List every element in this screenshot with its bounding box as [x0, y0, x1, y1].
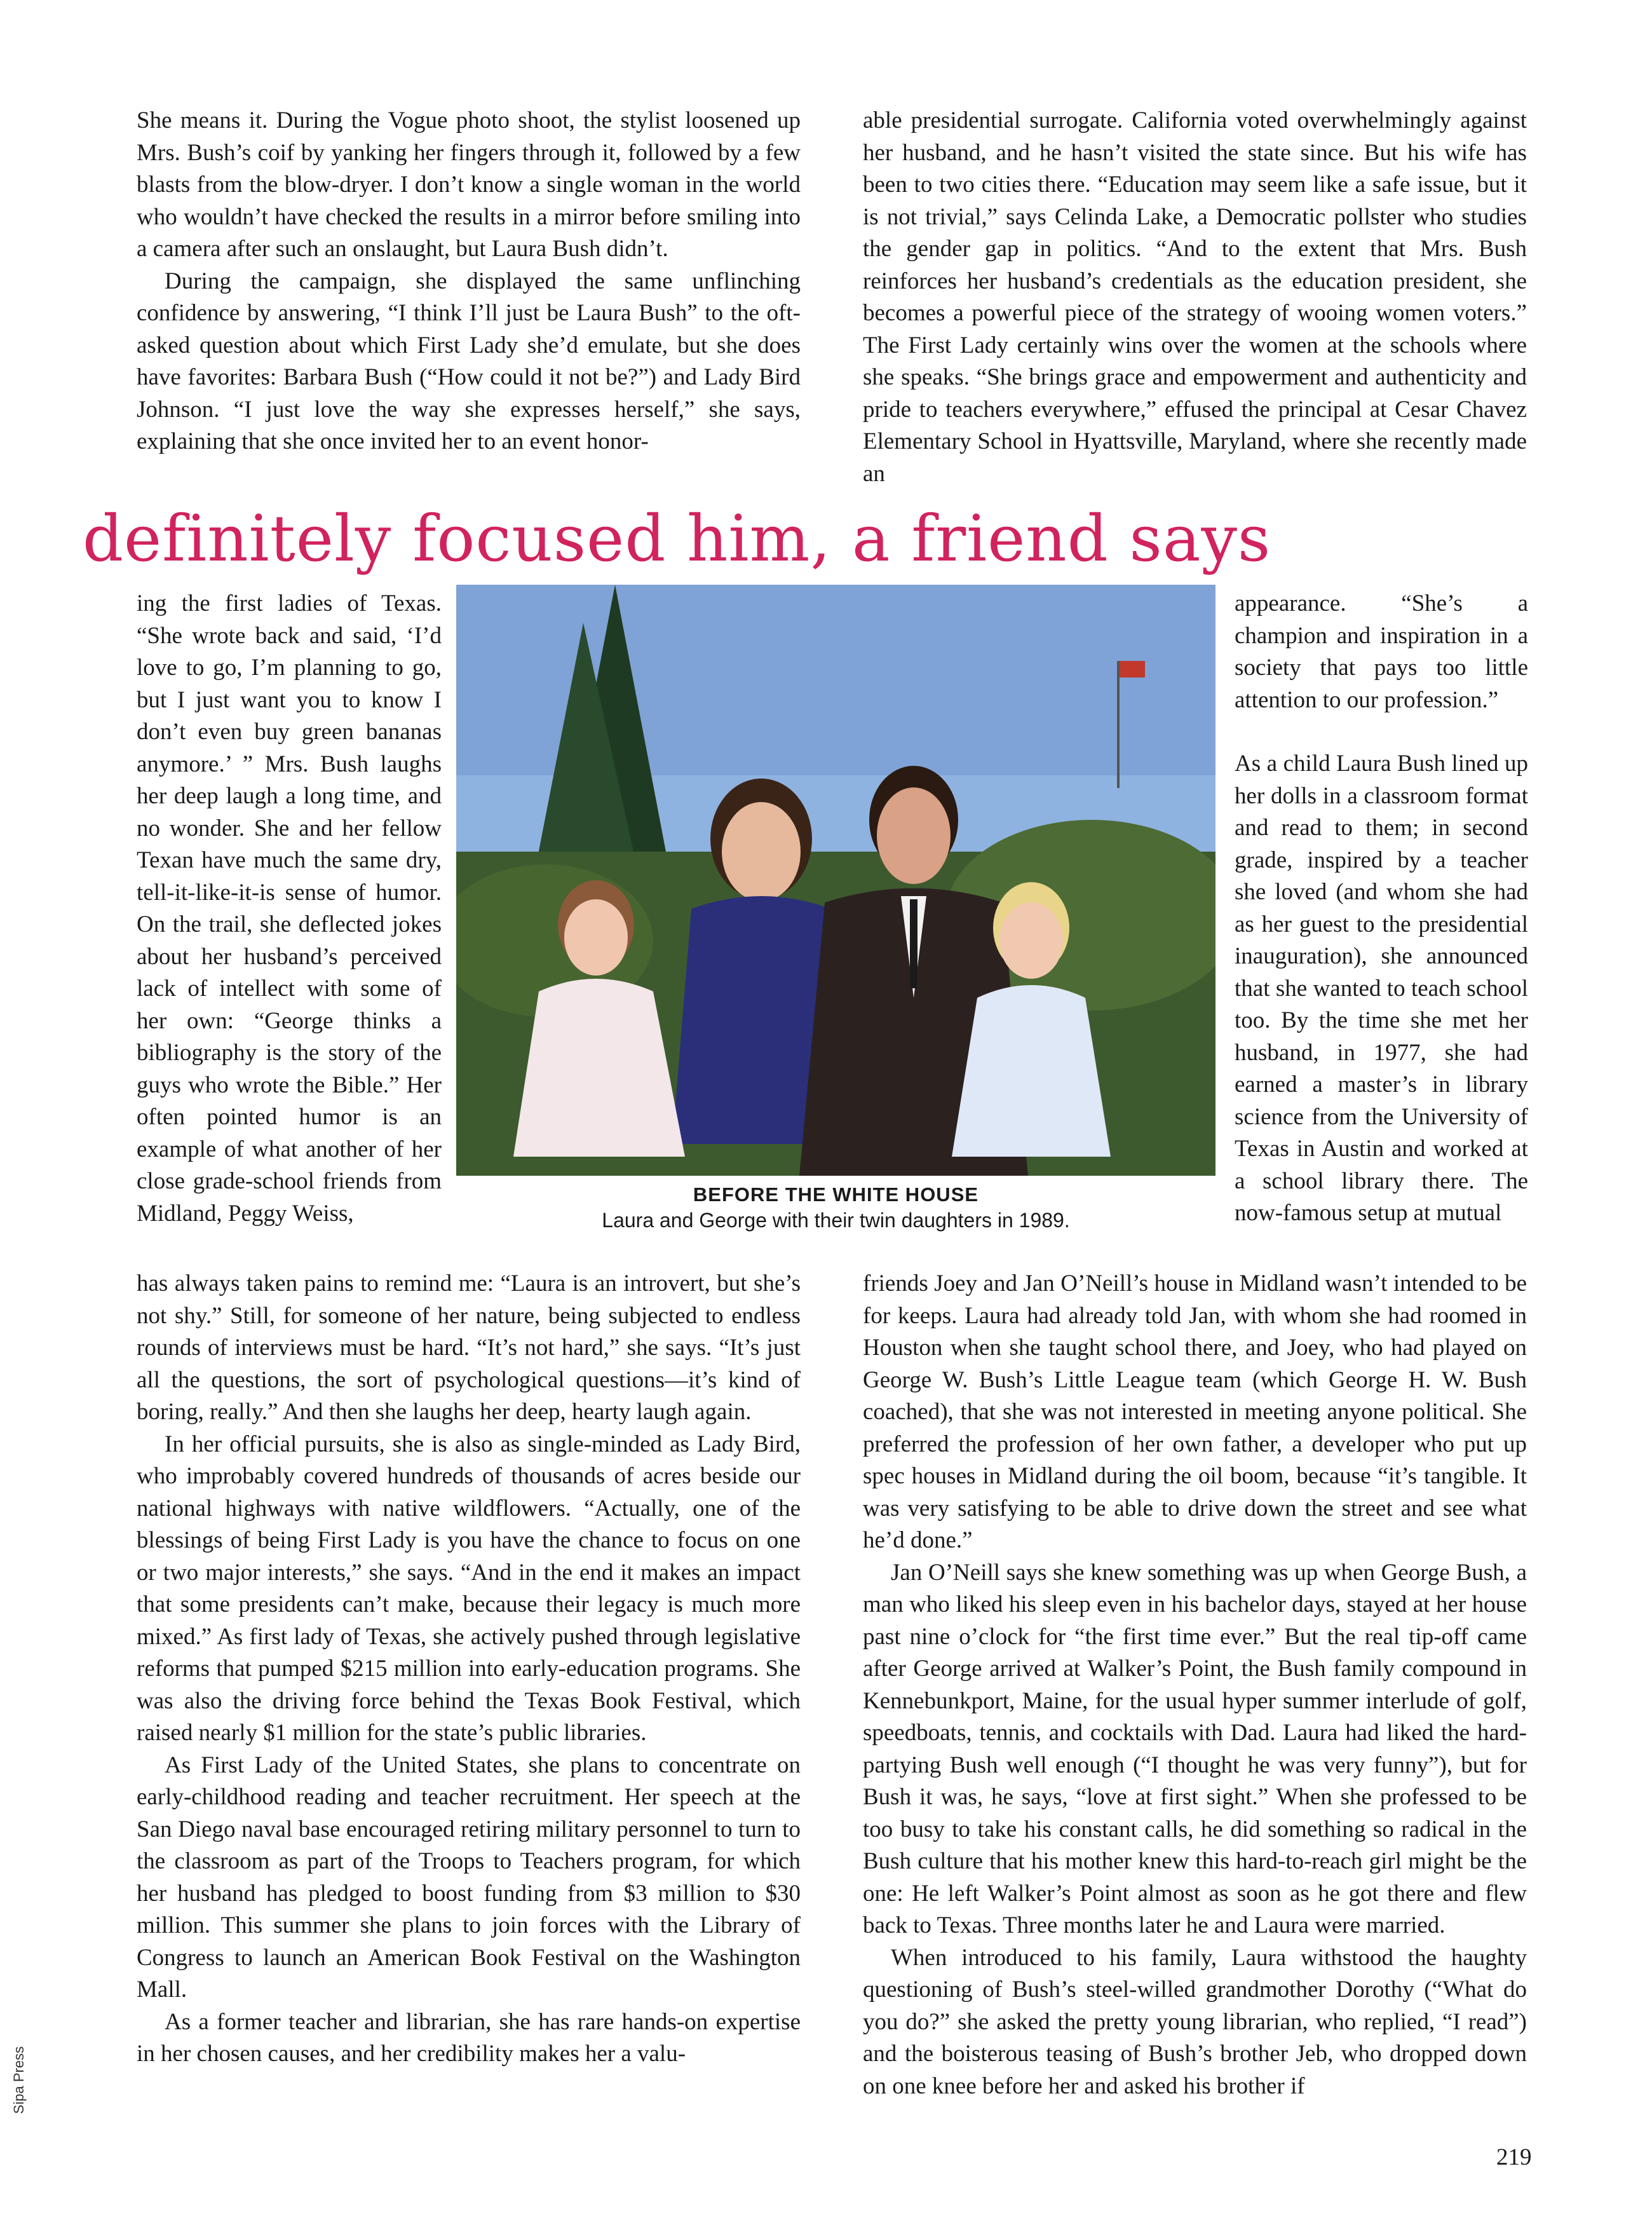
bottom-left-column	[137, 1268, 801, 2071]
family-photo	[456, 585, 1215, 1176]
paragraph: As a child Laura Bush lined up her dolls in a classroom format and read to them; in second grade, inspired by a teacher she loved (and whom she had as her guest to the presidential inauguration), she announced that she wanted to teach school too. By the time she met her husband, in 1977, she had earned a master’s in library science from the University of Texas in Austin and worked at a school library there. The now-famous setup at mutual	[1235, 751, 1528, 1226]
family-photo-illustration	[456, 585, 1215, 1176]
photo-credit: Sipa Press	[11, 2046, 27, 2114]
right-side-column	[1235, 588, 1528, 1230]
bottom-right-column	[863, 1268, 1527, 2102]
page-number: 219	[1496, 2144, 1532, 2170]
paragraph: When introduced to his family, Laura withstood the haughty questioning of Bush’s steel-willed grandmother Dorothy (“What do you do?” she asked the pretty young librarian, who replied, “I read”) and the boisterous teasing of Bush’s brother Jeb, who dropped down on one knee before her and asked his brother if	[863, 1944, 1527, 2099]
paragraph: During the campaign, she displayed the same unflinching confidence by answering, “I think I’ll just be Laura Bush” to the oft-asked question about which First Lady she’d emulate, but she does have favorites: Barbara Bush (“How could it not be?”) and Lady Bird Johnson. “I just love the way she expresses herself,” she says, explaining that she once invited her to an event honor-	[137, 268, 801, 454]
paragraph: appearance. “She’s a champion and inspiration in a society that pays too little attention to our profession.”	[1235, 590, 1528, 713]
caption-text: Laura and George with their twin daughters in 1989.	[602, 1209, 1070, 1232]
paragraph: able presidential surrogate. California voted overwhelmingly against her husband, and he hasn’t visited the state since. But his wife has been to two cities there. “Education may seem like a safe issue, but it is not trivial,” says Celinda Lake, a Democratic pollster who studies the gender gap in politics. “And to the extent that Mrs. Bush reinforces her husband’s credentials as the education president, she becomes a powerful piece of the strategy of wooing women voters.” The First Lady certainly wins over the women at the schools where she speaks. “She brings grace and empowerment and authenticity and pride to teachers everywhere,” effused the principal at Cesar Chavez Elementary School in Hyattsville, Maryland, where she recently made an	[863, 107, 1527, 487]
top-left-column	[137, 105, 801, 458]
photo-caption	[456, 1182, 1215, 1233]
paragraph: As First Lady of the United States, she plans to concentrate on early-childhood reading and teacher recruitment. Her speech at the San Diego naval base encouraged retiring military personnel to turn to the classroom as part of the Troops to Teachers program, for which her husband has pledged to boost funding from $3 million to $30 million. This summer she plans to join forces with the Library of Congress to launch an American Book Festival on the Washington Mall.	[137, 1752, 801, 2003]
left-side-column	[137, 588, 442, 1230]
paragraph: As a former teacher and librarian, she has rare hands-on expertise in her chosen causes, and her credibility makes her a valu-	[137, 2008, 801, 2067]
top-right-column	[863, 105, 1527, 490]
paragraph: Jan O’Neill says she knew something was up when George Bush, a man who liked his sleep even in his bachelor days, stayed at her house past nine o’clock for “the first time ever.” But the real tip-off came after George arrived at Walker’s Point, the Bush family compound in Kennebunkport, Maine, for the usual hyper summer interlude of golf, speedboats, tennis, and cocktails with Dad. Laura had liked the hard-partying Bush well enough (“I thought he was very funny”), but for Bush it was, he says, “love at first sight.” When she professed to be too busy to take his constant calls, he did something so radical in the Bush culture that his mother knew this hard-to-reach girl might be the one: He left Walker’s Point almost as soon as he got there and flew back to Texas. Three months later he and Laura were married.	[863, 1559, 1527, 1938]
pull-quote: definitely focused him, a friend says	[83, 501, 1271, 576]
paragraph: She means it. During the Vogue photo shoot, the stylist loosened up Mrs. Bush’s coif by yanking her fingers through it, followed by a few blasts from the blow-dryer. I don’t know a single woman in the world who wouldn’t have checked the results in a mirror before smiling into a camera after such an onslaught, but Laura Bush didn’t.	[137, 107, 801, 262]
paragraph: friends Joey and Jan O’Neill’s house in Midland wasn’t intended to be for keeps. Laura had already told Jan, with whom she had roomed in Houston when she taught school there, and Joey, who had played on George W. Bush’s Little League team (which George H. W. Bush coached), that she was not interested in meeting anyone political. She preferred the profession of her own father, a developer who put up spec houses in Midland during the oil boom, because “it’s tangible. It was very satisfying to be able to drive down the street and see what he’d done.”	[863, 1270, 1527, 1553]
paragraph: ing the first ladies of Texas. “She wrote back and said, ‘I’d love to go, I’m planning to go, but I just want you to know I don’t even buy green bananas anymore.’ ” Mrs. Bush laughs her deep laugh a long time, and no wonder. She and her fellow Texan have much the same dry, tell-it-like-it-is sense of humor. On the trail, she deflected jokes about her husband’s perceived lack of intellect with some of her own: “George thinks a bibliography is the story of the guys who wrote the Bible.” Her often pointed humor is an example of what another of her close grade-school friends from Midland, Peggy Weiss,	[137, 590, 442, 1227]
paragraph: has always taken pains to remind me: “Laura is an introvert, but she’s not shy.” Still, for someone of her nature, being subjected to endless rounds of interviews must be hard. “It’s not hard,” she says. “It’s just all the questions, the sort of psychological questions—it’s kind of boring, really.” And then she laughs her deep, hearty laugh again.	[137, 1270, 801, 1425]
caption-title: BEFORE THE WHITE HOUSE	[693, 1183, 979, 1206]
paragraph: In her official pursuits, she is also as single-minded as Lady Bird, who improbably covered hundreds of thousands of acres beside our national highways with native wildflowers. “Actually, one of the blessings of being First Lady is you have the chance to focus on one or two major interests,” she says. “And in the end it makes an impact that some presidents can’t make, because their legacy is much more mixed.” As first lady of Texas, she actively pushed through legislative reforms that pumped $215 million into early-education programs. She was also the driving force behind the Texas Book Festival, which raised nearly $1 million for the state’s public libraries.	[137, 1431, 801, 1746]
